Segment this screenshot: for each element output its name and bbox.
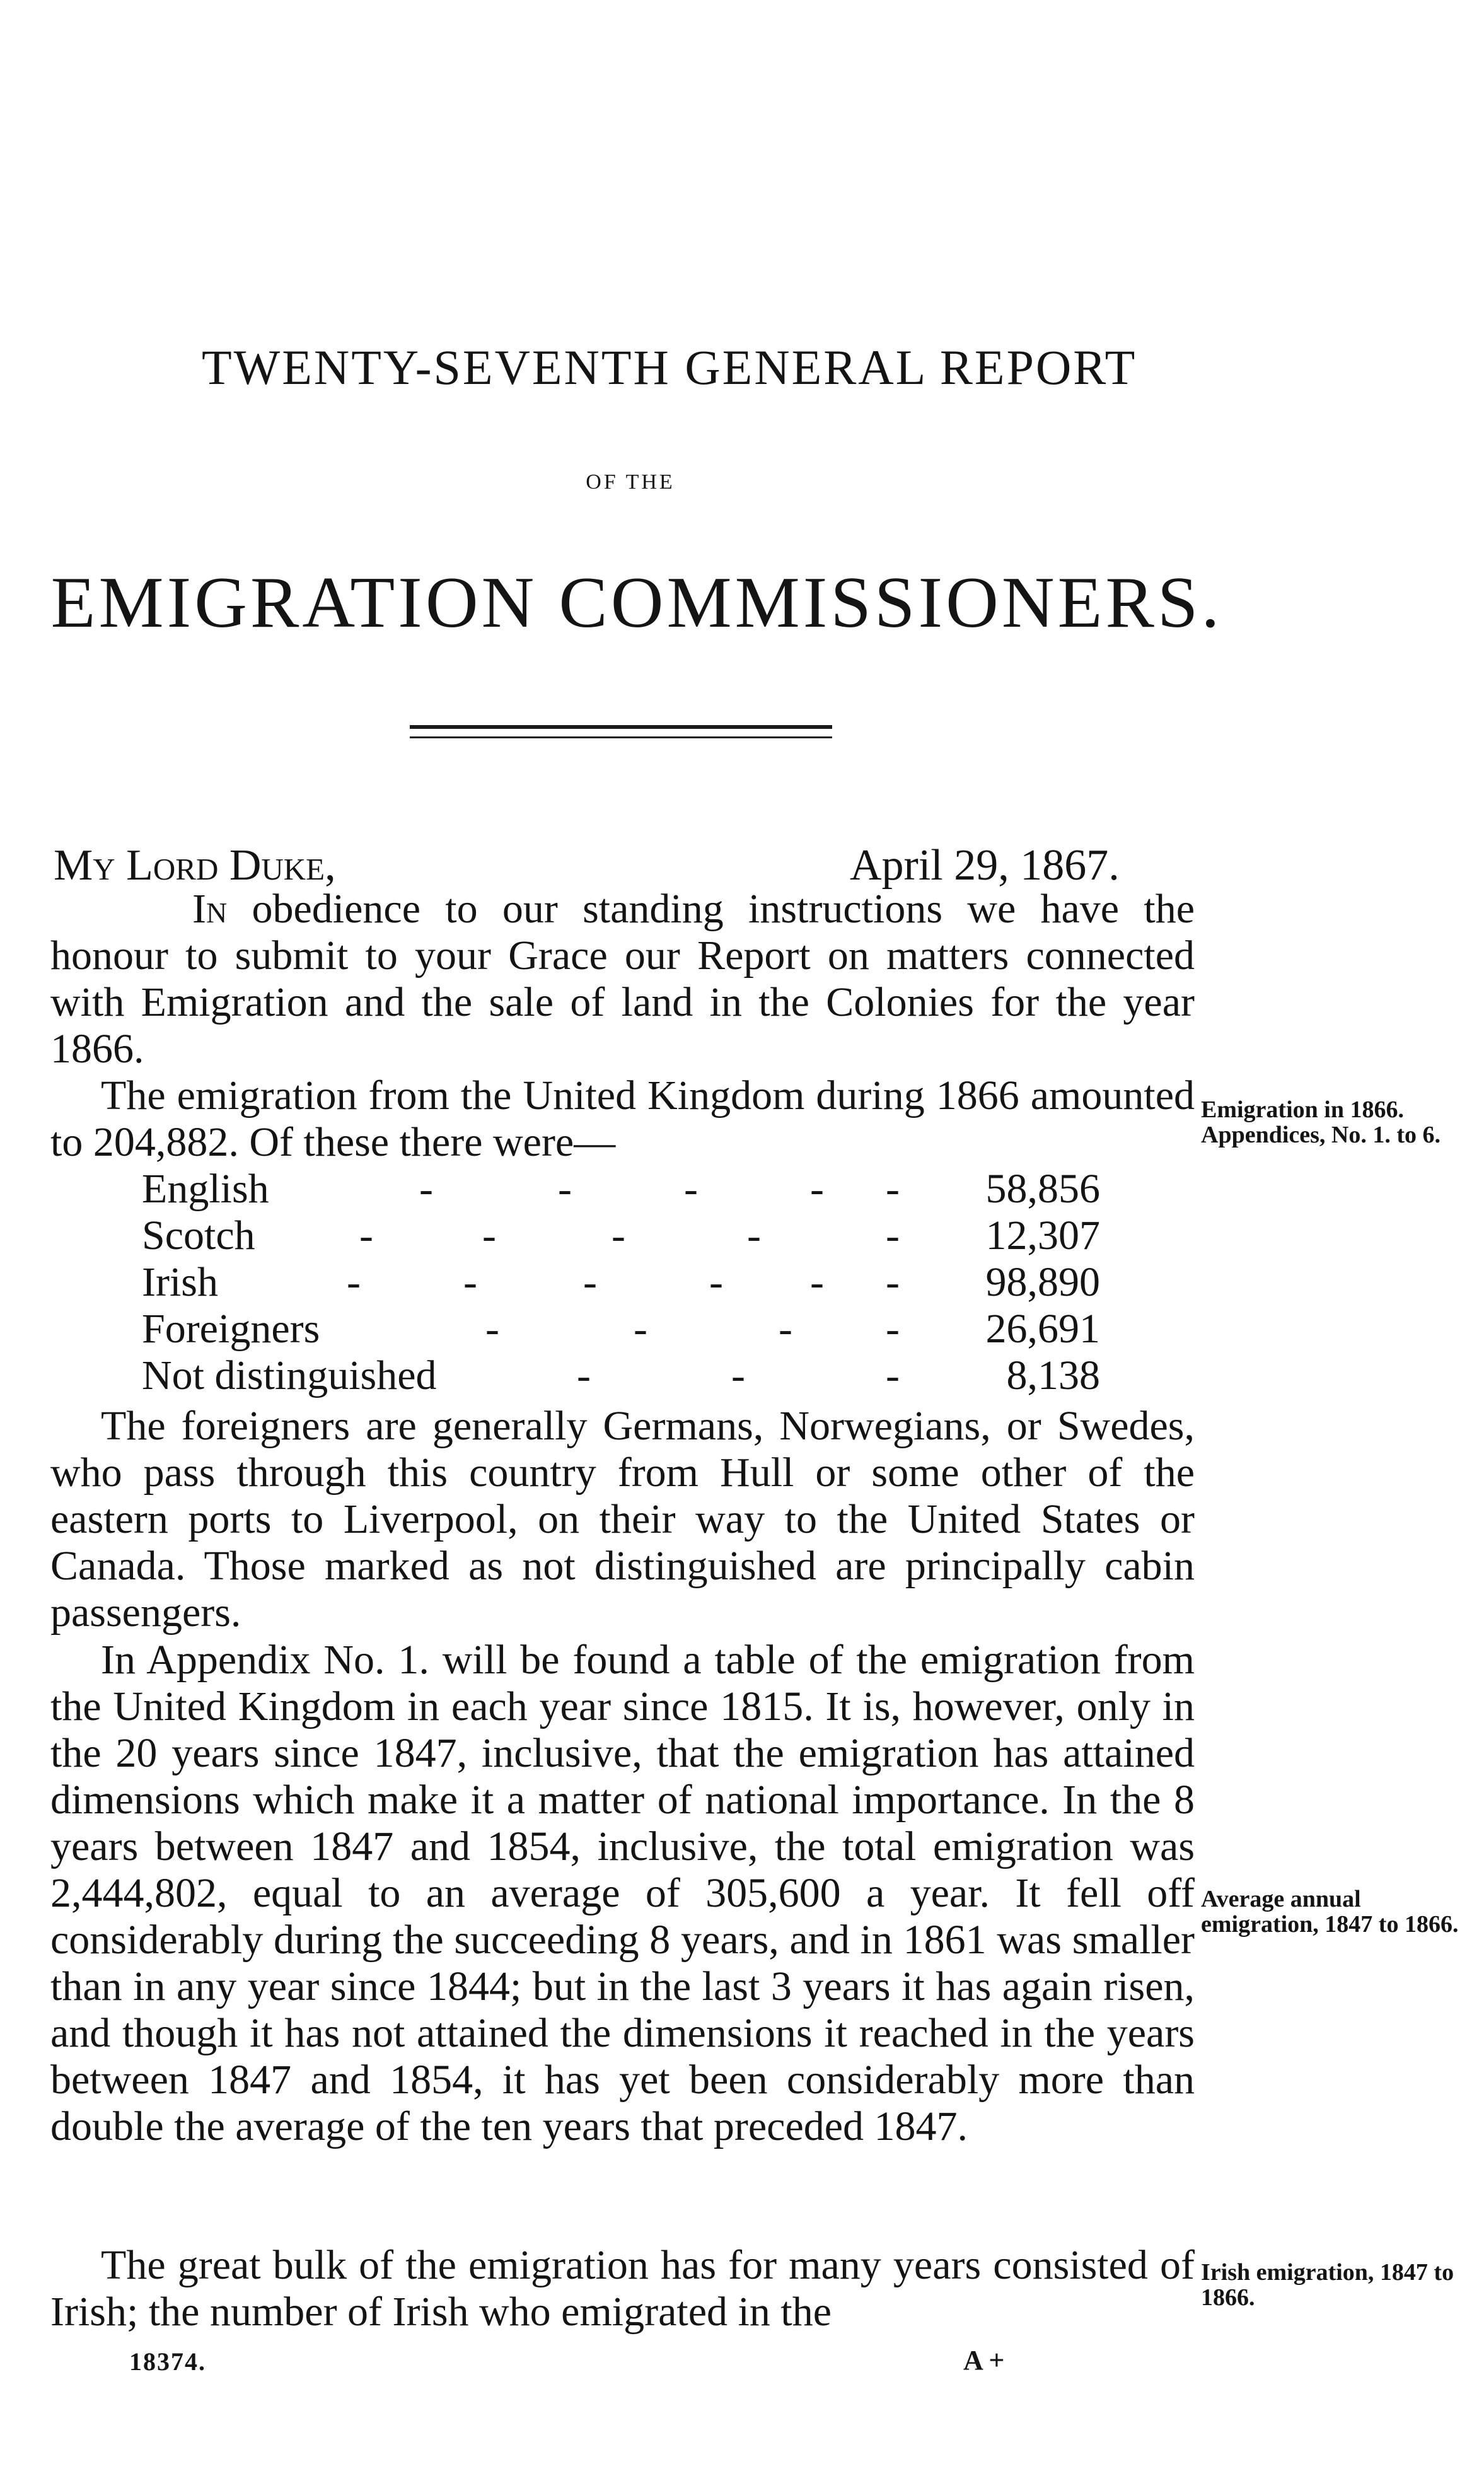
table-label: English [142,1166,269,1212]
sidenote-emigration-1866: Emigration in 1866. Appendices, No. 1. to 6. [1201,1096,1441,1148]
leader-dash: - [810,1259,824,1305]
table-row-english [142,1166,1100,1212]
leader-dash: - [810,1166,824,1212]
sidenote-irish-emigration: Irish emigration, 1847 to 1866. [1201,2259,1454,2311]
letter-date: April 29, 1867. [850,841,1120,890]
leader-dash: - [583,1259,597,1305]
title-divider-thick [410,725,832,729]
table-label: Not distinguished [142,1352,437,1398]
table-value: 26,691 [985,1306,1100,1352]
leader-dash: - [612,1212,625,1258]
paragraph-1-text: obedience to our standing instructions we have the honour to submit to your Grace our Report on matters connected with Emigration and the sale of land in the Colonies for the year 1866. [50,886,1195,1072]
signature-mark: 18374. [129,2347,206,2376]
paragraph-3: The foreigners are generally Germans, Norwegians, or Swedes, who pass through this country from Hull or some other of the eastern ports to Liverpool, on their way to the United States or Canada. Those marked as not distinguished are principally cabin passengers. [50,1403,1195,1636]
paragraph-4: In Appendix No. 1. will be found a table of the emigration from the United Kingdom in each year since 1815. It is, however, only in the 20 years since 1847, inclusive, that the emigration has attained dimensions which make it a matter of national importance. In the 8 years between 1847 and 1854, inclusive, the total emigration was 2,444,802, equal to an average of 305,600 a year. It fell off considerably during the succeeding 8 years, and in 1861 was smaller than in any year since 1844; but in the last 3 years it has again risen, and though it has not attained the dimensions it reached in the years between 1847 and 1854, it has yet been considerably more than double the average of the ten years that preceded 1847. [50,1637,1195,2149]
leader-dash: - [419,1166,433,1212]
leader-dash: - [886,1166,900,1212]
table-row-scotch [142,1212,1100,1259]
paragraph-1-lead: In [192,886,228,932]
title-divider-thin [410,736,832,738]
leader-dash: - [463,1259,477,1305]
leader-dash: - [886,1352,900,1398]
leader-dash: - [482,1212,496,1258]
table-label: Foreigners [142,1306,320,1352]
sidenote-average-annual: Average annual emigration, 1847 to 1866. [1201,1886,1459,1938]
leader-dash: - [779,1306,792,1352]
table-row-irish [142,1259,1100,1306]
leader-dash: - [747,1212,761,1258]
table-value: 98,890 [985,1259,1100,1305]
paragraph-2: The emigration from the United Kingdom during 1866 amounted to 204,882. Of these there were— [50,1072,1195,1165]
leader-dash: - [347,1259,361,1305]
report-commission-title: EMIGRATION COMMISSIONERS. [50,562,1223,643]
table-label: Scotch [142,1212,255,1258]
report-title: TWENTY-SEVENTH GENERAL REPORT [202,340,1137,395]
letter-salutation: My Lord Duke, [54,841,336,890]
leader-dash: - [731,1352,745,1398]
leader-dash: - [886,1212,900,1258]
leader-dash: - [577,1352,591,1398]
leader-dash: - [684,1166,698,1212]
report-subtitle-of: OF THE [586,470,675,494]
leader-dash: - [558,1166,572,1212]
leader-dash: - [634,1306,647,1352]
paragraph-1 [50,886,1195,1072]
table-row-not-distinguished [142,1352,1100,1399]
table-row-foreigners [142,1306,1100,1352]
leader-dash: - [886,1306,900,1352]
paragraph-5: The great bulk of the emigration has for many years consisted of Irish; the number of Irish who emigrated in the [50,2242,1195,2335]
leader-dash: - [709,1259,723,1305]
table-value: 58,856 [985,1166,1100,1212]
leader-dash: - [359,1212,373,1258]
leader-dash: - [886,1259,900,1305]
page-signature-mark: A + [963,2345,1005,2376]
table-value: 8,138 [1006,1352,1100,1398]
table-label: Irish [142,1259,218,1305]
leader-dash: - [485,1306,499,1352]
table-value: 12,307 [985,1212,1100,1258]
